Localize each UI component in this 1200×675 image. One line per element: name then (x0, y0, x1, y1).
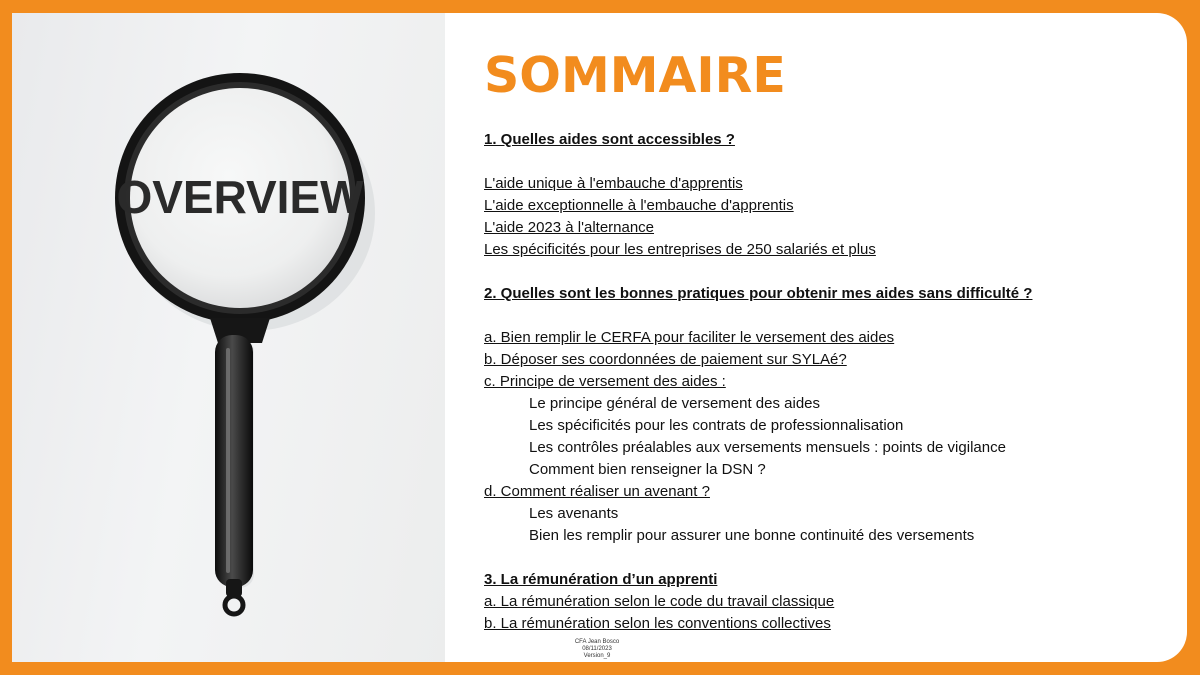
footer-info (557, 639, 637, 660)
list-item: Bien les remplir pour assurer une bonne continuité des versements (529, 527, 975, 544)
list-item: Comment bien renseigner la DSN ? (529, 461, 766, 478)
section-3-heading[interactable]: 3. La rémunération d’un apprenti (484, 571, 718, 588)
list-item: Les spécificités pour les contrats de professionnalisation (529, 417, 904, 434)
list-item[interactable]: L'aide unique à l'embauche d'apprentis (484, 175, 743, 192)
section-3a-link[interactable]: a. La rémunération selon le code du travail classique (484, 593, 835, 610)
magnifier-text: OVERVIEW (116, 171, 364, 223)
page-title: SOMMAIRE (484, 47, 786, 104)
list-item: Les contrôles préalables aux versements mensuels : points de vigilance (529, 439, 1006, 456)
footer-date: 08/11/2023 (582, 646, 612, 652)
list-item: Les avenants (529, 505, 619, 522)
list-item: Le principe général de versement des aides (529, 395, 821, 412)
list-item[interactable]: Les spécificités pour les entreprises de 250 salariés et plus (484, 241, 876, 258)
section-1-heading[interactable]: 1. Quelles aides sont accessibles ? (484, 131, 735, 148)
section-2d-link[interactable]: d. Comment réaliser un avenant ? (484, 483, 710, 500)
section-2-heading[interactable]: 2. Quelles sont les bonnes pratiques pour obtenir mes aides sans difficulté ? (484, 285, 1033, 302)
magnifying-glass-photo (12, 13, 445, 662)
section-2b-link[interactable]: b. Déposer ses coordonnées de paiement sur SYLAé? (484, 351, 847, 368)
section-3b-link[interactable]: b. La rémunération selon les conventions collectives (484, 615, 831, 632)
table-of-contents (484, 129, 1164, 635)
footer-org: CFA Jean Bosco (574, 639, 620, 645)
magnifying-glass-icon (12, 13, 445, 662)
list-item[interactable]: L'aide exceptionnelle à l'embauche d'apprentis (484, 197, 794, 214)
section-2a-link[interactable]: a. Bien remplir le CERFA pour faciliter le versement des aides (484, 329, 895, 346)
slide (12, 13, 1187, 662)
section-2c-link[interactable]: c. Principe de versement des aides : (484, 373, 726, 390)
summary-content (484, 13, 1164, 662)
list-item[interactable]: L'aide 2023 à l'alternance (484, 219, 655, 236)
footer-version: Version_9 (583, 653, 611, 659)
